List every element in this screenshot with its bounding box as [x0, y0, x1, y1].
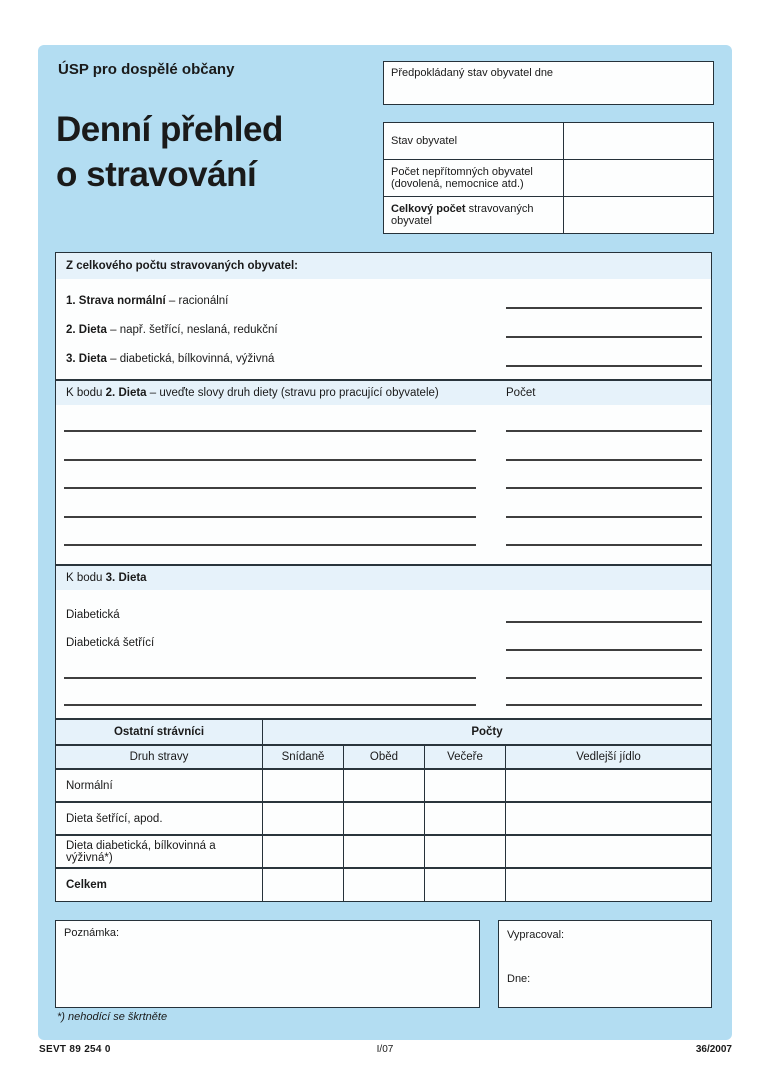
note-label: Poznámka: — [64, 927, 120, 939]
table-row — [384, 160, 713, 197]
page-title-line2: o stravování — [56, 155, 257, 194]
fill-line-diet-type[interactable] — [64, 677, 476, 679]
residents-stats-table — [383, 122, 714, 234]
fill-line-count[interactable] — [506, 621, 702, 623]
blank-entry-row — [56, 522, 711, 546]
table-cell[interactable] — [263, 869, 344, 901]
expected-residents-box[interactable] — [383, 61, 714, 105]
table-cell[interactable] — [425, 869, 506, 901]
total-fed-residents-label: Celkový počet stravovaných obyvatel — [384, 197, 564, 233]
table-row — [384, 123, 713, 160]
diabetic-sparing-label: Diabetická šetřící — [66, 637, 155, 649]
blank-entry-row — [56, 494, 711, 518]
absent-residents-value-cell[interactable] — [564, 160, 713, 196]
fill-line-count[interactable] — [506, 307, 702, 309]
print-code: 36/2007 — [695, 1044, 732, 1055]
fill-line-count[interactable] — [506, 677, 702, 679]
note-box[interactable] — [55, 920, 480, 1008]
footnote: *) nehodící se škrtněte — [57, 1011, 168, 1023]
column-header-lunch: Oběd — [344, 746, 425, 768]
table-row — [56, 803, 711, 836]
table-cell[interactable] — [425, 770, 506, 801]
fill-line-count[interactable] — [506, 649, 702, 651]
meals-table — [56, 718, 711, 901]
fill-line-diet-type[interactable] — [64, 704, 476, 706]
residents-state-value-cell[interactable] — [564, 123, 713, 159]
diet-item-row — [56, 627, 711, 651]
section3-header: K bodu 3. Dieta — [56, 564, 711, 590]
fill-line-diet-type[interactable] — [64, 544, 476, 546]
column-header-breakfast: Snídaně — [263, 746, 344, 768]
fill-line-diet-type[interactable] — [64, 487, 476, 489]
total-fed-residents-value-cell[interactable] — [564, 197, 713, 233]
absent-residents-label: Počet nepřítomných obyvatel (dovolená, nemocnice atd.) — [384, 160, 564, 196]
table-row — [56, 869, 711, 901]
table-row — [56, 770, 711, 803]
column-header-dinner: Večeře — [425, 746, 506, 768]
row-label-diabetic-diet: Dieta diabetická, bílkovinná a výživná*) — [56, 836, 263, 867]
table-cell[interactable] — [263, 803, 344, 834]
diet-item-row — [56, 599, 711, 623]
blank-entry-row — [56, 655, 711, 679]
blank-entry-row — [56, 408, 711, 432]
fill-line-diet-type[interactable] — [64, 459, 476, 461]
group-header-counts: Počty — [471, 726, 503, 738]
table-cell[interactable] — [344, 836, 425, 867]
row-label-total: Celkem — [56, 869, 263, 901]
fill-line-diet-type[interactable] — [64, 430, 476, 432]
table-cell[interactable] — [506, 770, 711, 801]
section1-header: Z celkového počtu stravovaných obyvatel: — [56, 253, 711, 279]
row-label-sparing-diet: Dieta šetřící, apod. — [56, 803, 263, 834]
table-cell[interactable] — [344, 770, 425, 801]
table-cell[interactable] — [344, 803, 425, 834]
fill-line-count[interactable] — [506, 704, 702, 706]
table-cell[interactable] — [344, 869, 425, 901]
column-header-diet-type: Druh stravy — [56, 746, 263, 768]
expected-residents-label: Předpokládaný stav obyvatel dne — [391, 67, 554, 79]
fill-line-count[interactable] — [506, 430, 702, 432]
date-label: Dne: — [507, 973, 531, 985]
table-cell[interactable] — [506, 803, 711, 834]
table-group-header-row — [56, 720, 711, 746]
page-title-line1: Denní přehled — [56, 110, 283, 149]
table-row — [384, 197, 713, 233]
table-row — [56, 836, 711, 869]
prepared-by-label: Vypracoval: — [507, 929, 565, 941]
section2-header: K bodu 2. Dieta – uveďte slovy druh diety (stravu pro pracující obyvatele) Počet — [56, 379, 711, 405]
column-header-side-meal: Vedlejší jídlo — [576, 751, 641, 763]
fill-line-count[interactable] — [506, 336, 702, 338]
table-column-header-row — [56, 746, 711, 770]
blank-entry-row — [56, 437, 711, 461]
table-cell[interactable] — [263, 836, 344, 867]
fill-line-count[interactable] — [506, 365, 702, 367]
diet-item-row: 2. Dieta – např. šetřící, neslaná, redukční — [56, 314, 711, 338]
diet-item-row: 1. Strava normální – racionální — [56, 285, 711, 309]
diabetic-label: Diabetická — [66, 609, 120, 621]
table-cell[interactable] — [506, 836, 711, 867]
table-cell[interactable] — [506, 869, 711, 901]
blank-entry-row — [56, 682, 711, 706]
residents-state-label: Stav obyvatel — [384, 123, 564, 159]
prepared-by-box[interactable] — [498, 920, 712, 1008]
table-cell[interactable] — [425, 803, 506, 834]
form-page — [38, 45, 732, 1040]
fill-line-count[interactable] — [506, 487, 702, 489]
fill-line-count[interactable] — [506, 544, 702, 546]
fill-line-count[interactable] — [506, 516, 702, 518]
form-footer — [38, 1044, 732, 1058]
group-header-other-diners: Ostatní strávníci — [56, 720, 263, 744]
edition-code: I/07 — [376, 1044, 394, 1055]
table-cell[interactable] — [425, 836, 506, 867]
row-label-normal: Normální — [56, 770, 263, 801]
org-label: ÚSP pro dospělé občany — [58, 61, 235, 78]
main-panel — [55, 252, 712, 902]
table-cell[interactable] — [263, 770, 344, 801]
count-column-label: Počet — [506, 387, 536, 399]
page-title — [56, 107, 283, 197]
form-number: SEVT 89 254 0 — [39, 1044, 111, 1055]
blank-entry-row — [56, 465, 711, 489]
diet-item-row: 3. Dieta – diabetická, bílkovinná, výživná — [56, 343, 711, 367]
fill-line-count[interactable] — [506, 459, 702, 461]
fill-line-diet-type[interactable] — [64, 516, 476, 518]
